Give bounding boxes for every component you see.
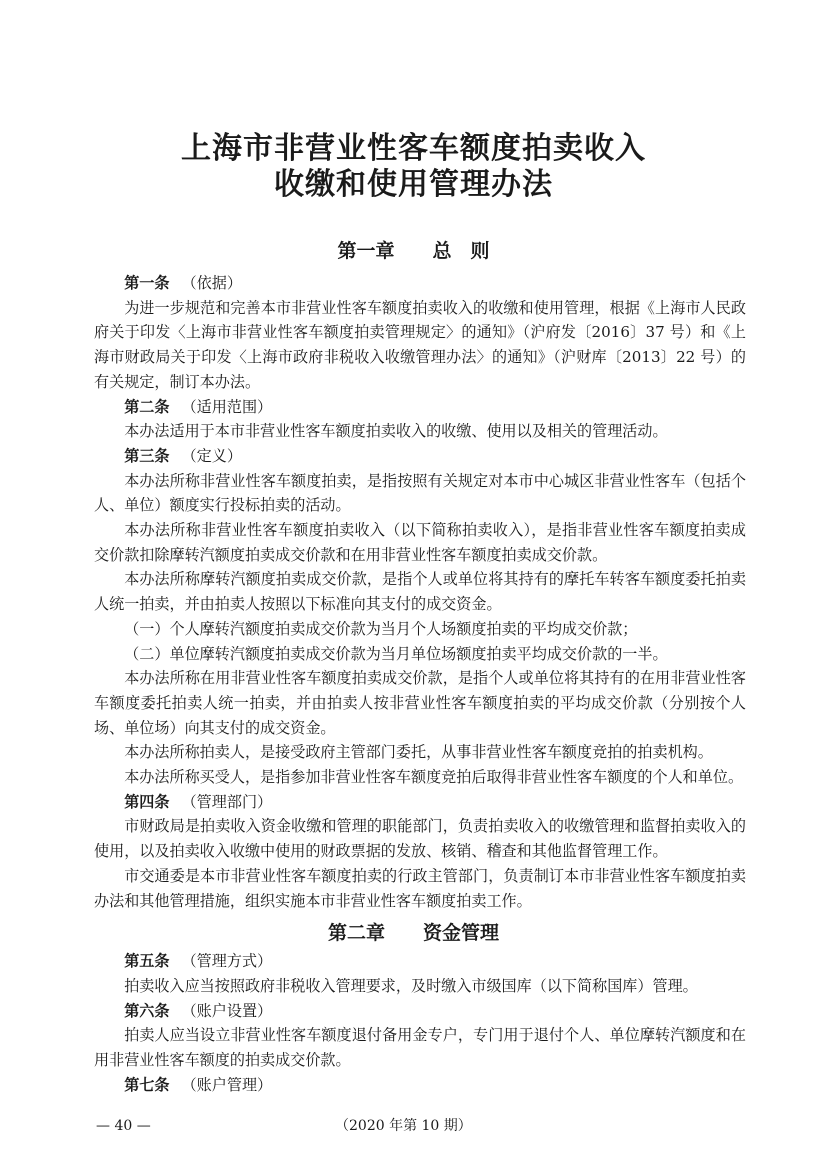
- document-title-line-2: 收缴和使用管理办法: [274, 167, 553, 202]
- issue-label: （2020 年第 10 期）: [335, 1117, 472, 1134]
- paragraph: 本办法所称买受人，是指参加非营业性客车额度竞拍后取得非营业性客车额度的个人和单位。: [124, 768, 744, 787]
- article-subtitle: （管理部门）: [181, 792, 273, 811]
- paragraph: 本办法所称在用非营业性客车额度拍卖成交价款，是指个人或单位将其持有的在用非营业性客车额度委托拍卖人统一拍卖，并由拍卖人按非营业性客车额度拍卖的平均成交价款（分别按个人场、单位场）向其支付的成交资金。: [94, 669, 746, 737]
- article-heading: [94, 395, 746, 420]
- article-heading: [94, 271, 746, 296]
- article-label: 第三条: [124, 446, 170, 465]
- chapter-number: 第二章: [327, 922, 385, 945]
- article-subtitle: （依据）: [181, 274, 242, 292]
- article-subtitle: （账户设置）: [181, 1001, 273, 1020]
- article-heading: [94, 790, 746, 815]
- paragraph: 市财政局是拍卖收入资金收缴和管理的职能部门，负责拍卖收入的收缴管理和监督拍卖收入的使用，以及拍卖收入收缴中使用的财政票据的发放、核销、稽查和其他监督管理工作。: [94, 817, 746, 861]
- paragraph: （一）个人摩转汽额度拍卖成交价款为当月个人场额度拍卖的平均成交价款；: [124, 619, 638, 638]
- article-heading: [94, 949, 746, 974]
- chapter-2-heading: [0, 921, 827, 945]
- article-subtitle: （账户管理）: [181, 1075, 273, 1094]
- chapter-1-body: [94, 271, 746, 913]
- chapter-name: 资金管理: [423, 922, 500, 945]
- article-label: 第六条: [124, 1001, 170, 1020]
- paragraph: 拍卖人应当设立非营业性客车额度退付备用金专户，专门用于退付个人、单位摩转汽额度和在用非营业性客车额度的拍卖成交价款。: [94, 1026, 746, 1070]
- chapter-number: 第一章: [337, 240, 395, 262]
- article-label: 第五条: [124, 952, 170, 971]
- article-heading: [94, 444, 746, 469]
- paragraph: 本办法所称非营业性客车额度拍卖收入（以下简称拍卖收入），是指非营业性客车额度拍卖成交价款扣除摩转汽额度拍卖成交价款和在用非营业性客车额度拍卖成交价款。: [94, 521, 746, 564]
- chapter-name: 总 则: [432, 240, 490, 262]
- paragraph: 本办法所称非营业性客车额度拍卖，是指按照有关规定对本市中心城区非营业性客车（包括个人、单位）额度实行投标拍卖的活动。: [94, 471, 746, 515]
- paragraph: 本办法适用于本市非营业性客车额度拍卖收入的收缴、使用以及相关的管理活动。: [124, 422, 668, 441]
- article-subtitle: （适用范围）: [181, 397, 273, 416]
- page-footer: [0, 1116, 827, 1136]
- article-subtitle: （管理方式）: [181, 952, 273, 971]
- paragraph: 市交通委是本市非营业性客车额度拍卖的行政主管部门，负责制订本市非营业性客车额度拍卖办法和其他管理措施，组织实施本市非营业性客车额度拍卖工作。: [94, 866, 746, 910]
- paragraph: 本办法所称拍卖人，是接受政府主管部门委托，从事非营业性客车额度竞拍的拍卖机构。: [124, 743, 713, 762]
- article-label: 第二条: [124, 397, 170, 416]
- article-heading: [94, 999, 746, 1024]
- article-label: 第一条: [124, 274, 170, 292]
- article-label: 第七条: [124, 1075, 170, 1094]
- paragraph: 本办法所称摩转汽额度拍卖成交价款，是指个人或单位将其持有的摩托车转客车额度委托拍卖人统一拍卖，并由拍卖人按照以下标准向其支付的成交资金。: [94, 570, 746, 614]
- chapter-2-body: [94, 949, 746, 1097]
- paragraph: 为进一步规范和完善本市非营业性客车额度拍卖收入的收缴和使用管理，根据《上海市人民政府关于印发〈上海市非营业性客车额度拍卖管理规定〉的通知》（沪府发〔2016〕37 号）和《上海市财政局关于印发〈上海市政府非税收入收缴管理办法〉的通知》（沪财库〔2013〕22 号）的有关规定，制订本办法。: [94, 298, 746, 391]
- paragraph: （二）单位摩转汽额度拍卖成交价款为当月单位场额度拍卖平均成交价款的一半。: [124, 644, 668, 663]
- chapter-1-heading: [0, 239, 827, 263]
- article-subtitle: （定义）: [181, 446, 242, 465]
- page-number: — 40 —: [96, 1117, 151, 1134]
- paragraph: 拍卖收入应当按照政府非税收入管理要求，及时缴入市级国库（以下简称国库）管理。: [124, 976, 698, 995]
- article-label: 第四条: [124, 792, 170, 811]
- article-heading: [94, 1073, 746, 1098]
- document-title-line-1: 上海市非营业性客车额度拍卖收入: [181, 131, 646, 166]
